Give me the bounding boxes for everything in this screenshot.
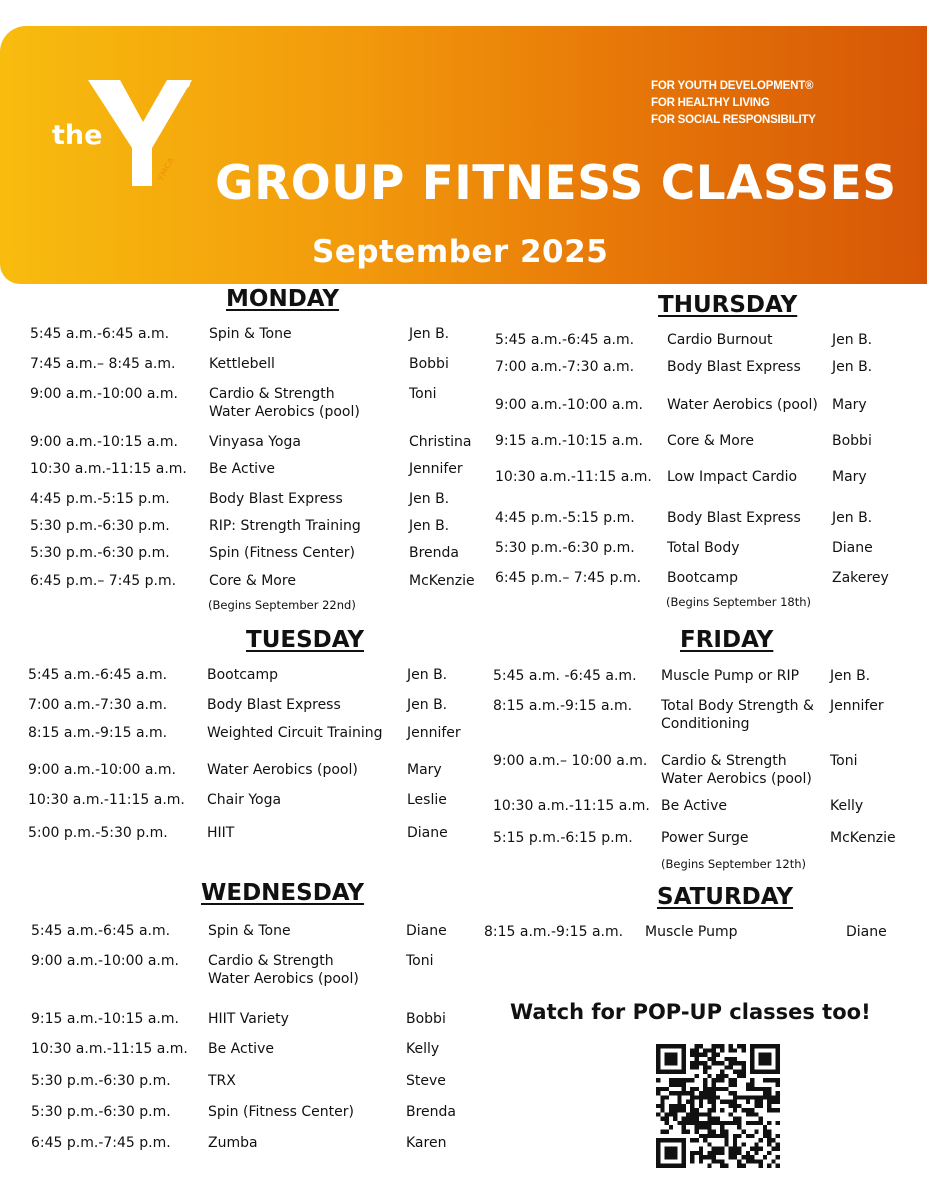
class-time: 10:30 a.m.-11:15 a.m.	[30, 461, 187, 477]
class-name-line: Spin & Tone	[209, 326, 292, 342]
class-name	[209, 433, 301, 451]
class-instructor: Zakerey	[832, 570, 889, 586]
class-name-line: Water Aerobics (pool)	[209, 404, 360, 420]
class-name	[209, 544, 355, 562]
class-time: 10:30 a.m.-11:15 a.m.	[31, 1041, 188, 1057]
class-name-line: Zumba	[208, 1135, 258, 1151]
class-name-line: Water Aerobics (pool)	[207, 762, 358, 778]
class-instructor: Bobbi	[832, 433, 872, 449]
class-name	[667, 432, 754, 450]
class-name-line: Cardio & Strength	[209, 386, 335, 402]
class-name-line: Muscle Pump	[645, 924, 738, 940]
class-name-line: Be Active	[209, 461, 275, 477]
class-name	[207, 666, 278, 684]
class-time: 5:45 a.m.-6:45 a.m.	[495, 332, 635, 348]
class-time: 9:00 a.m.-10:00 a.m.	[31, 953, 179, 969]
class-name	[661, 752, 812, 788]
class-time: 5:30 p.m.-6:30 p.m.	[495, 540, 635, 556]
class-name-line: Spin & Tone	[208, 923, 291, 939]
class-instructor: Diane	[406, 923, 447, 939]
class-time: 9:00 a.m.-10:00 a.m.	[30, 386, 178, 402]
class-name-line: Body Blast Express	[667, 359, 801, 375]
class-name-line: Be Active	[661, 798, 727, 814]
class-name-line: Bootcamp	[667, 570, 739, 586]
class-name-line: Vinyasa Yoga	[209, 434, 301, 450]
class-name-line: Weighted Circuit Training	[207, 725, 383, 741]
class-name	[208, 952, 359, 988]
class-instructor: Jennifer	[830, 698, 884, 714]
class-name-line: Water Aerobics (pool)	[208, 971, 359, 987]
tagline-healthy: FOR HEALTHY LIVING	[651, 97, 770, 109]
class-name-line: HIIT	[207, 825, 235, 841]
class-time: 9:15 a.m.-10:15 a.m.	[31, 1011, 179, 1027]
ymca-logo	[52, 78, 192, 188]
class-name-line: Spin (Fitness Center)	[209, 545, 355, 561]
class-name-line: Low Impact Cardio	[667, 469, 798, 485]
class-time: 9:00 a.m.-10:15 a.m.	[30, 434, 178, 450]
class-name	[208, 922, 291, 940]
class-instructor: Mary	[407, 762, 442, 778]
class-time: 7:45 a.m.– 8:45 a.m.	[30, 356, 176, 372]
class-name	[209, 517, 361, 535]
class-instructor: Toni	[409, 386, 437, 402]
class-instructor: Mary	[832, 397, 867, 413]
popup-notice: Watch for POP-UP classes too!	[510, 1000, 871, 1024]
class-time: 5:45 a.m.-6:45 a.m.	[28, 667, 168, 683]
tagline-social: FOR SOCIAL RESPONSIBILITY	[651, 114, 816, 126]
class-instructor: Diane	[832, 540, 873, 556]
page-subtitle: September 2025	[312, 234, 609, 270]
class-name-line: Bootcamp	[207, 667, 279, 683]
saturday-heading: SATURDAY	[657, 884, 794, 910]
class-name-line: Total Body	[667, 540, 740, 556]
class-time: 5:30 p.m.-6:30 p.m.	[30, 518, 170, 534]
class-instructor: Brenda	[409, 545, 460, 561]
qr-code-icon[interactable]	[656, 1044, 780, 1168]
class-name-line: RIP: Strength Training	[209, 518, 361, 534]
monday-start-note: (Begins September 22nd)	[208, 598, 356, 612]
class-instructor: Steve	[406, 1073, 446, 1089]
ymca-y-icon	[88, 78, 192, 188]
class-instructor: Kelly	[830, 798, 864, 814]
class-time: 5:15 p.m.-6:15 p.m.	[493, 830, 633, 846]
friday-heading: FRIDAY	[680, 627, 774, 653]
class-name-line: TRX	[208, 1073, 236, 1089]
class-name	[208, 1134, 258, 1152]
class-instructor: Jennifer	[407, 725, 461, 741]
class-name	[661, 697, 814, 733]
friday-start-note: (Begins September 12th)	[661, 857, 807, 871]
class-instructor: McKenzie	[409, 573, 475, 589]
class-name-line: Kettlebell	[209, 356, 275, 372]
class-time: 9:15 a.m.-10:15 a.m.	[495, 433, 643, 449]
class-name-line: Be Active	[208, 1041, 274, 1057]
wednesday-heading: WEDNESDAY	[201, 880, 365, 906]
class-time: 5:30 p.m.-6:30 p.m.	[30, 545, 170, 561]
class-name	[208, 1103, 354, 1121]
class-name	[207, 791, 281, 809]
class-instructor: Jen B.	[832, 359, 873, 375]
monday-heading: MONDAY	[226, 286, 340, 312]
class-instructor: Karen	[406, 1135, 447, 1151]
class-instructor: Jennifer	[409, 461, 463, 477]
class-time: 8:15 a.m.-9:15 a.m.	[493, 698, 633, 714]
class-name	[667, 331, 772, 349]
class-time: 5:30 p.m.-6:30 p.m.	[31, 1104, 171, 1120]
class-instructor: Jen B.	[832, 332, 873, 348]
class-name	[661, 829, 749, 847]
class-time: 5:45 a.m.-6:45 a.m.	[30, 326, 170, 342]
class-name-line: Body Blast Express	[207, 697, 341, 713]
class-name	[667, 539, 740, 557]
class-instructor: Jen B.	[407, 697, 448, 713]
class-instructor: Bobbi	[409, 356, 449, 372]
class-instructor: Leslie	[407, 792, 447, 808]
class-time: 10:30 a.m.-11:15 a.m.	[28, 792, 185, 808]
class-name	[667, 468, 797, 486]
class-time: 9:00 a.m.-10:00 a.m.	[28, 762, 176, 778]
class-name	[208, 1010, 289, 1028]
class-instructor: Toni	[830, 753, 858, 769]
class-instructor: Jen B.	[409, 518, 450, 534]
class-instructor: Jen B.	[407, 667, 448, 683]
class-name	[661, 667, 799, 685]
class-instructor: McKenzie	[830, 830, 896, 846]
class-name-line: Chair Yoga	[207, 792, 282, 808]
thursday-heading: THURSDAY	[658, 292, 798, 318]
class-instructor: Jen B.	[830, 668, 871, 684]
logo-ymca-small-text: YMCA	[155, 155, 176, 183]
class-name	[667, 396, 818, 414]
class-name	[209, 325, 292, 343]
class-name	[645, 923, 738, 941]
class-time: 4:45 p.m.-5:15 p.m.	[495, 510, 635, 526]
page-title: GROUP FITNESS CLASSES	[215, 156, 897, 211]
tuesday-heading: TUESDAY	[246, 627, 364, 653]
class-name	[209, 355, 275, 373]
class-name	[208, 1040, 274, 1058]
class-instructor: Diane	[407, 825, 448, 841]
class-time: 8:15 a.m.-9:15 a.m.	[484, 924, 624, 940]
class-name	[667, 358, 801, 376]
class-time: 6:45 p.m.– 7:45 p.m.	[30, 573, 177, 589]
class-name-line: Power Surge	[661, 830, 749, 846]
class-name	[209, 490, 343, 508]
class-time: 10:30 a.m.-11:15 a.m.	[495, 469, 652, 485]
class-time: 6:45 p.m.– 7:45 p.m.	[495, 570, 642, 586]
class-name-line: Muscle Pump or RIP	[661, 668, 800, 684]
class-name	[661, 797, 727, 815]
class-time: 9:00 a.m.– 10:00 a.m.	[493, 753, 648, 769]
class-time: 8:15 a.m.-9:15 a.m.	[28, 725, 168, 741]
class-name-line: Water Aerobics (pool)	[667, 397, 818, 413]
class-time: 5:45 a.m.-6:45 a.m.	[31, 923, 171, 939]
class-instructor: Brenda	[406, 1104, 457, 1120]
class-name	[667, 569, 738, 587]
class-name-line: Conditioning	[661, 716, 750, 732]
class-time: 5:45 a.m. -6:45 a.m.	[493, 668, 637, 684]
class-instructor: Jen B.	[832, 510, 873, 526]
class-time: 5:30 p.m.-6:30 p.m.	[31, 1073, 171, 1089]
class-name-line: HIIT Variety	[208, 1011, 289, 1027]
class-name	[667, 509, 801, 527]
class-name-line: Body Blast Express	[209, 491, 343, 507]
class-instructor: Christina	[409, 434, 472, 450]
class-name	[209, 460, 275, 478]
class-instructor: Diane	[846, 924, 887, 940]
class-time: 5:00 p.m.-5:30 p.m.	[28, 825, 168, 841]
class-name-line: Cardio Burnout	[667, 332, 773, 348]
class-name-line: Total Body Strength &	[661, 698, 814, 714]
class-name	[209, 385, 360, 421]
class-name-line: Core & More	[667, 433, 754, 449]
class-instructor: Kelly	[406, 1041, 440, 1057]
class-name-line: Core & More	[209, 573, 296, 589]
class-name	[207, 696, 341, 714]
class-name-line: Cardio & Strength	[661, 753, 787, 769]
class-instructor: Bobbi	[406, 1011, 446, 1027]
class-time: 4:45 p.m.-5:15 p.m.	[30, 491, 170, 507]
thursday-start-note: (Begins September 18th)	[666, 595, 812, 609]
class-name	[209, 572, 296, 590]
class-name-line: Spin (Fitness Center)	[208, 1104, 354, 1120]
logo-the-text: the	[52, 120, 103, 151]
class-name-line: Water Aerobics (pool)	[661, 771, 812, 787]
class-name	[207, 824, 234, 842]
class-instructor: Jen B.	[409, 326, 450, 342]
class-name	[208, 1072, 236, 1090]
class-name-line: Cardio & Strength	[208, 953, 334, 969]
tagline-block	[651, 78, 911, 129]
tagline-youth: FOR YOUTH DEVELOPMENT®	[651, 80, 814, 92]
class-name	[207, 761, 358, 779]
class-time: 10:30 a.m.-11:15 a.m.	[493, 798, 650, 814]
class-time: 9:00 a.m.-10:00 a.m.	[495, 397, 643, 413]
class-name	[207, 724, 382, 742]
class-instructor: Mary	[832, 469, 867, 485]
class-instructor: Jen B.	[409, 491, 450, 507]
class-time: 6:45 p.m.-7:45 p.m.	[31, 1135, 171, 1151]
class-instructor: Toni	[406, 953, 434, 969]
class-time: 7:00 a.m.-7:30 a.m.	[28, 697, 168, 713]
class-name-line: Body Blast Express	[667, 510, 801, 526]
class-time: 7:00 a.m.-7:30 a.m.	[495, 359, 635, 375]
